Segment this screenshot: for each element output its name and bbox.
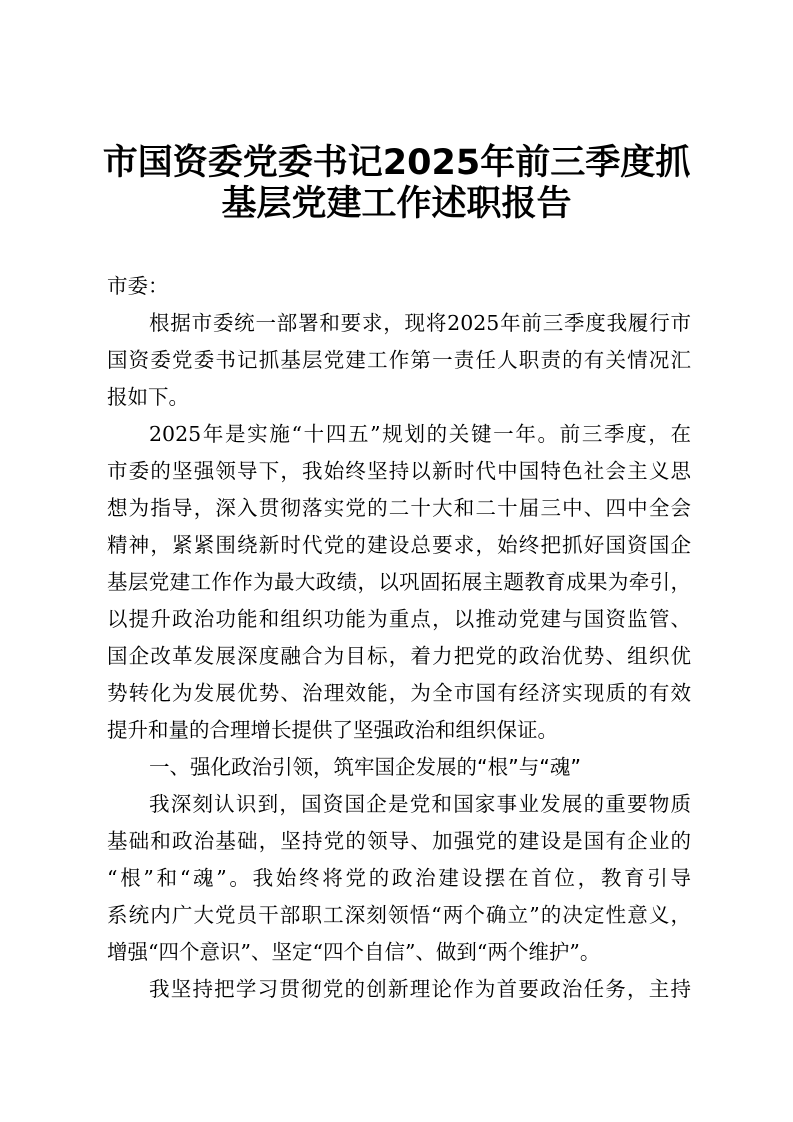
text-line: “根”和“魂”。我始终将党的政治建设摆在首位，教育引导 [107, 866, 691, 890]
title-line-1: 市国资委党委书记2025年前三季度抓 [102, 143, 691, 183]
salutation [107, 268, 691, 305]
paragraph [107, 971, 691, 1008]
text-line: 根据市委统一部署和要求，现将2025年前三季度我履行市 [149, 311, 691, 335]
text-line: 市委： [107, 274, 169, 298]
text-line: 提升和量的合理增长提供了坚强政治和组织保证。 [107, 718, 558, 742]
text-line: 国企改革发展深度融合为目标，着力把党的政治优势、组织优 [107, 644, 691, 668]
text-line: 国资委党委书记抓基层党建工作第一责任人职责的有关情况汇 [107, 348, 691, 372]
text-line: 基层党建工作作为最大政绩，以巩固拓展主题教育成果为牵引， [107, 570, 691, 594]
text-line: 基础和政治基础，坚持党的领导、加强党的建设是国有企业的 [107, 829, 691, 853]
text-line: 2025年是实施“十四五”规划的关键一年。前三季度，在 [149, 422, 691, 446]
section-heading [107, 749, 691, 786]
paragraph [107, 305, 691, 416]
title-line-2: 基层党建工作述职报告 [221, 184, 572, 224]
text-line: 市委的坚强领导下，我始终坚持以新时代中国特色社会主义思 [107, 459, 691, 483]
text-line: 系统内广大党员干部职工深刻领悟“两个确立”的决定性意义， [107, 903, 691, 927]
text-line: 势转化为发展优势、治理效能，为全市国有经济实现质的有效 [107, 681, 691, 705]
document-title [100, 143, 693, 225]
text-line: 想为指导，深入贯彻落实党的二十大和二十届三中、四中全会 [107, 496, 691, 520]
text-line: 一、强化政治引领，筑牢国企发展的“根”与“魂” [149, 755, 581, 779]
text-line: 增强“四个意识”、坚定“四个自信”、做到“两个维护”。 [107, 940, 601, 964]
text-line: 我坚持把学习贯彻党的创新理论作为首要政治任务，主持 [149, 977, 691, 1001]
document-body [107, 268, 691, 1008]
text-line: 以提升政治功能和组织功能为重点，以推动党建与国资监管、 [107, 607, 691, 631]
text-line: 我深刻认识到，国资国企是党和国家事业发展的重要物质 [149, 792, 691, 816]
paragraph [107, 786, 691, 971]
text-line: 报如下。 [107, 385, 189, 409]
paragraph [107, 416, 691, 749]
text-line: 精神，紧紧围绕新时代党的建设总要求，始终把抓好国资国企 [107, 533, 691, 557]
